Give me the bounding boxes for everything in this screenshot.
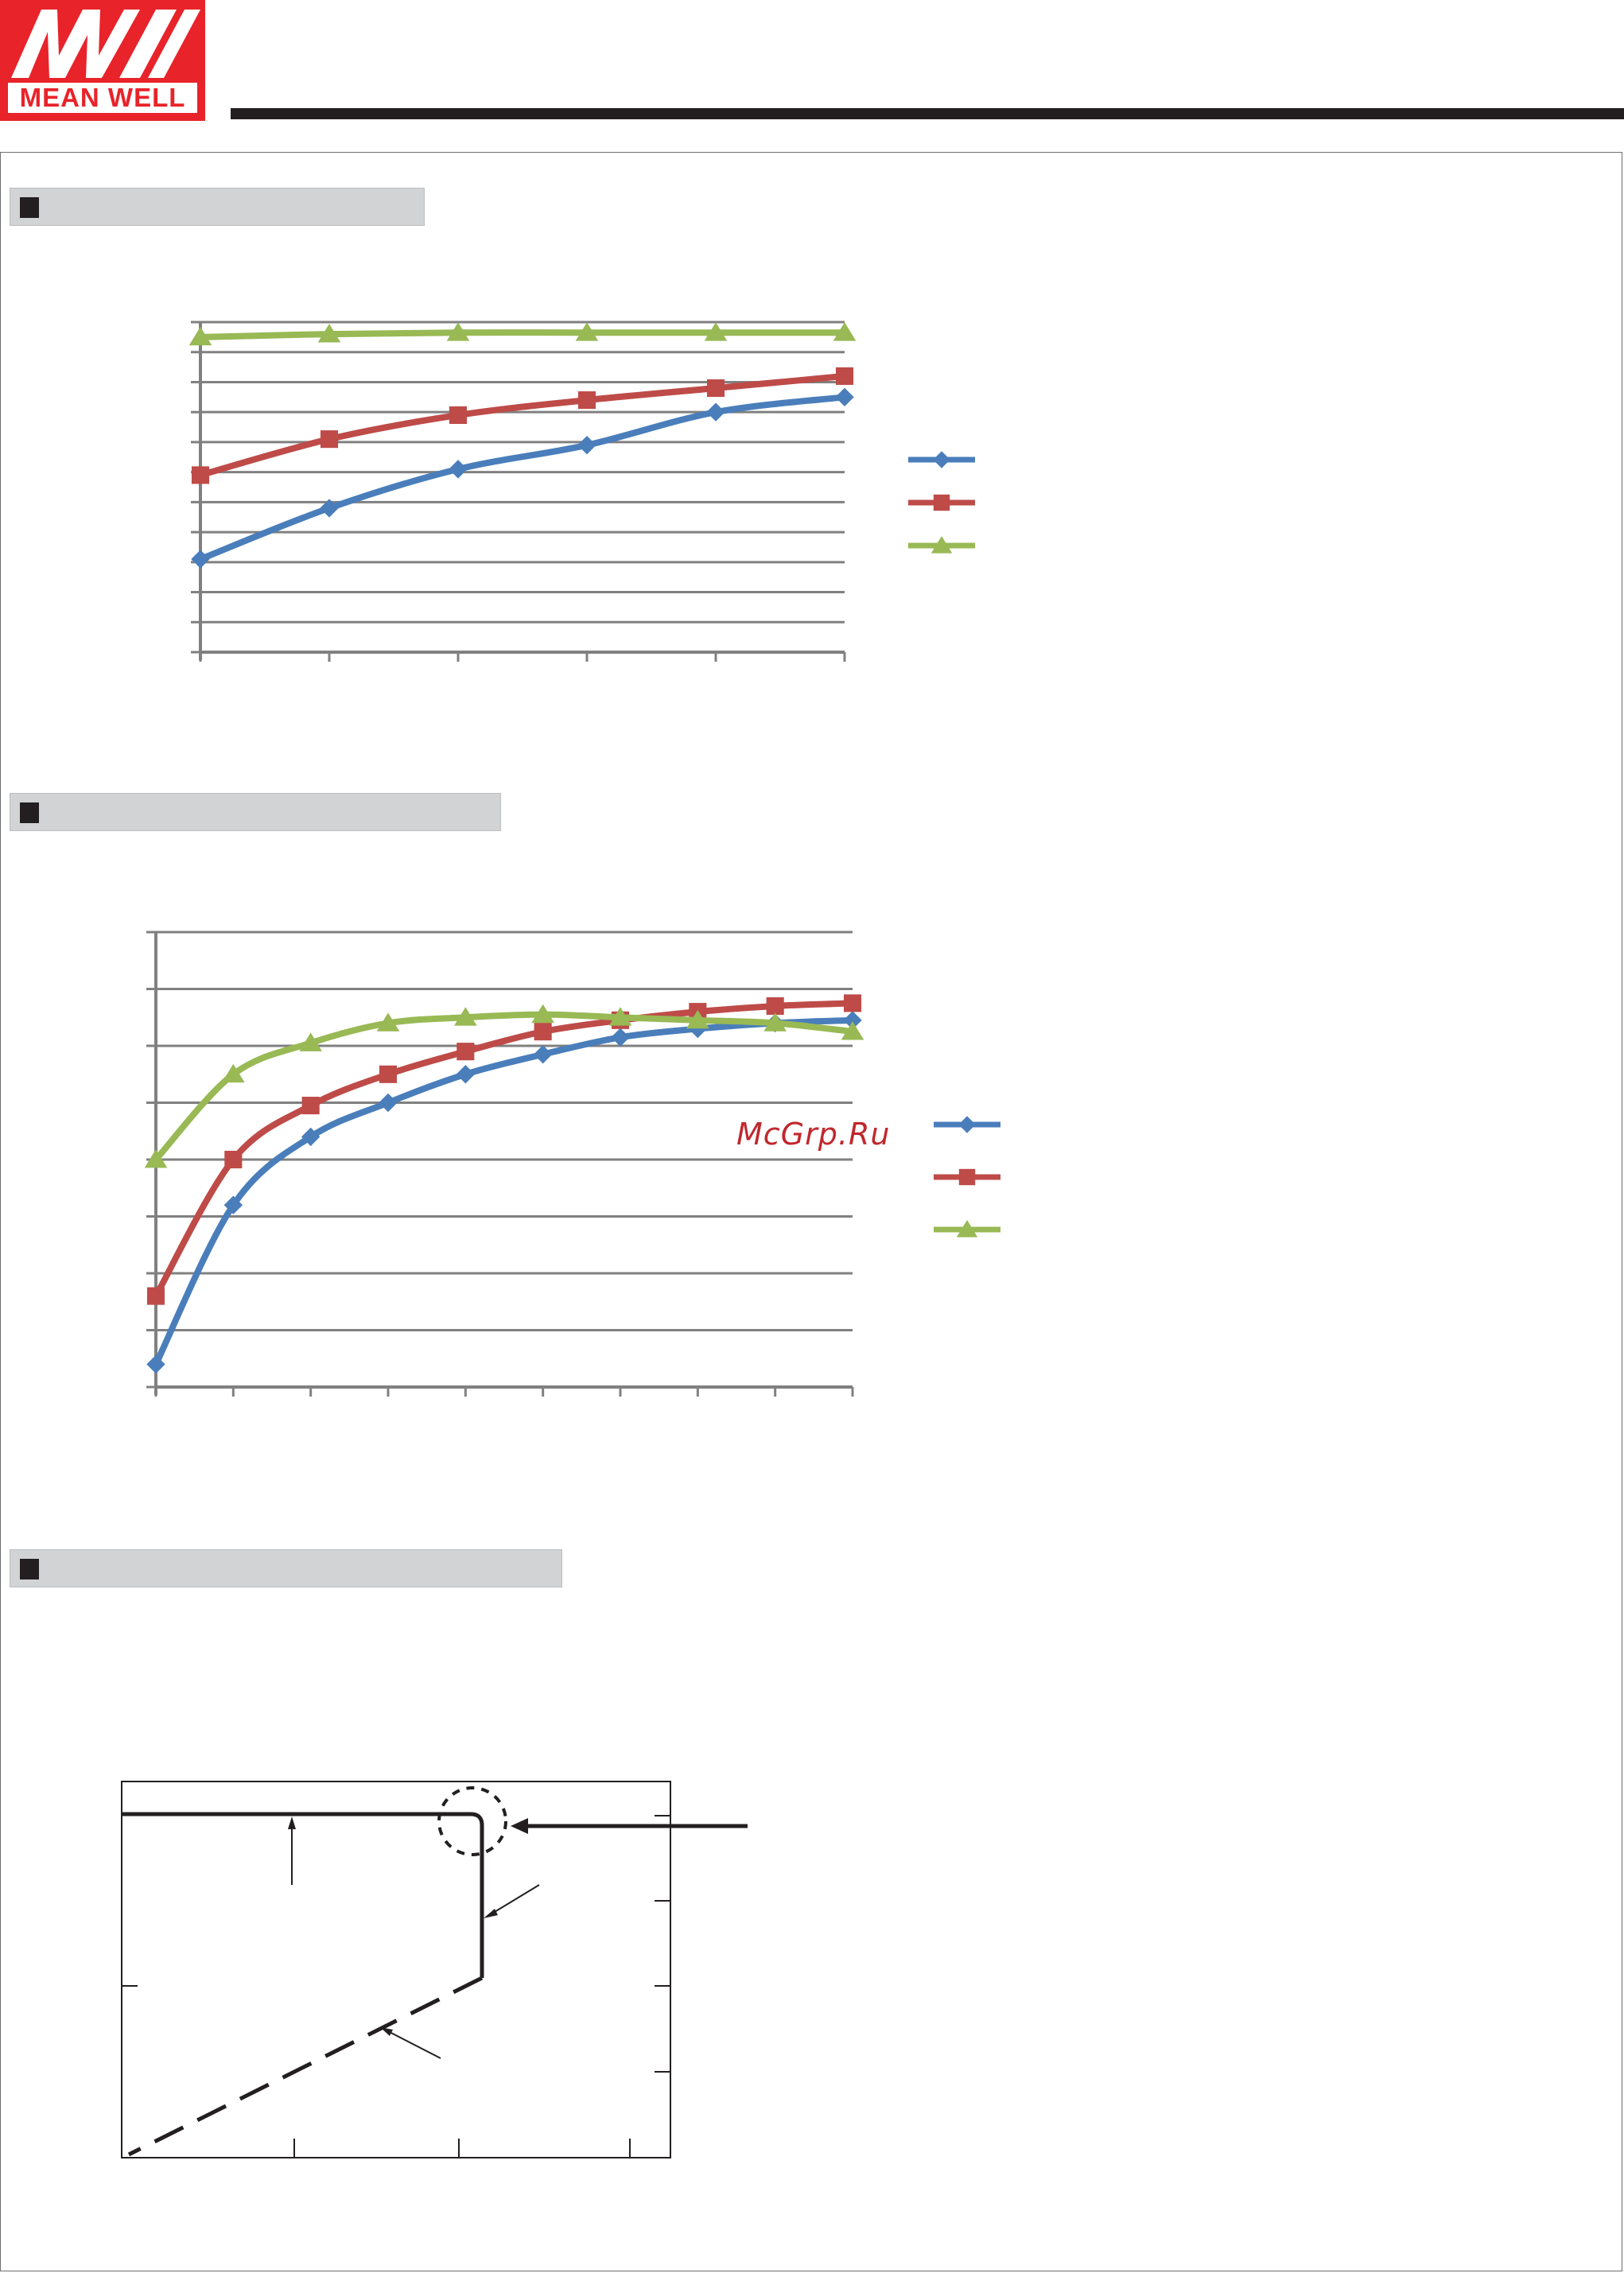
section-bullet-icon — [20, 802, 39, 823]
watermark-text: McGrp.Ru — [736, 1117, 891, 1152]
section-header-2 — [10, 793, 501, 831]
logo-wordmark: MEAN WELL — [8, 83, 197, 113]
content-frame — [0, 152, 1622, 2271]
section-header-1 — [10, 188, 425, 226]
section-bullet-icon — [20, 1559, 39, 1579]
section-bullet-icon — [20, 197, 39, 218]
mw-logo-mark — [0, 0, 205, 83]
header-rule — [231, 108, 1624, 119]
mean-well-logo — [0, 0, 205, 121]
section-header-3 — [10, 1549, 562, 1587]
